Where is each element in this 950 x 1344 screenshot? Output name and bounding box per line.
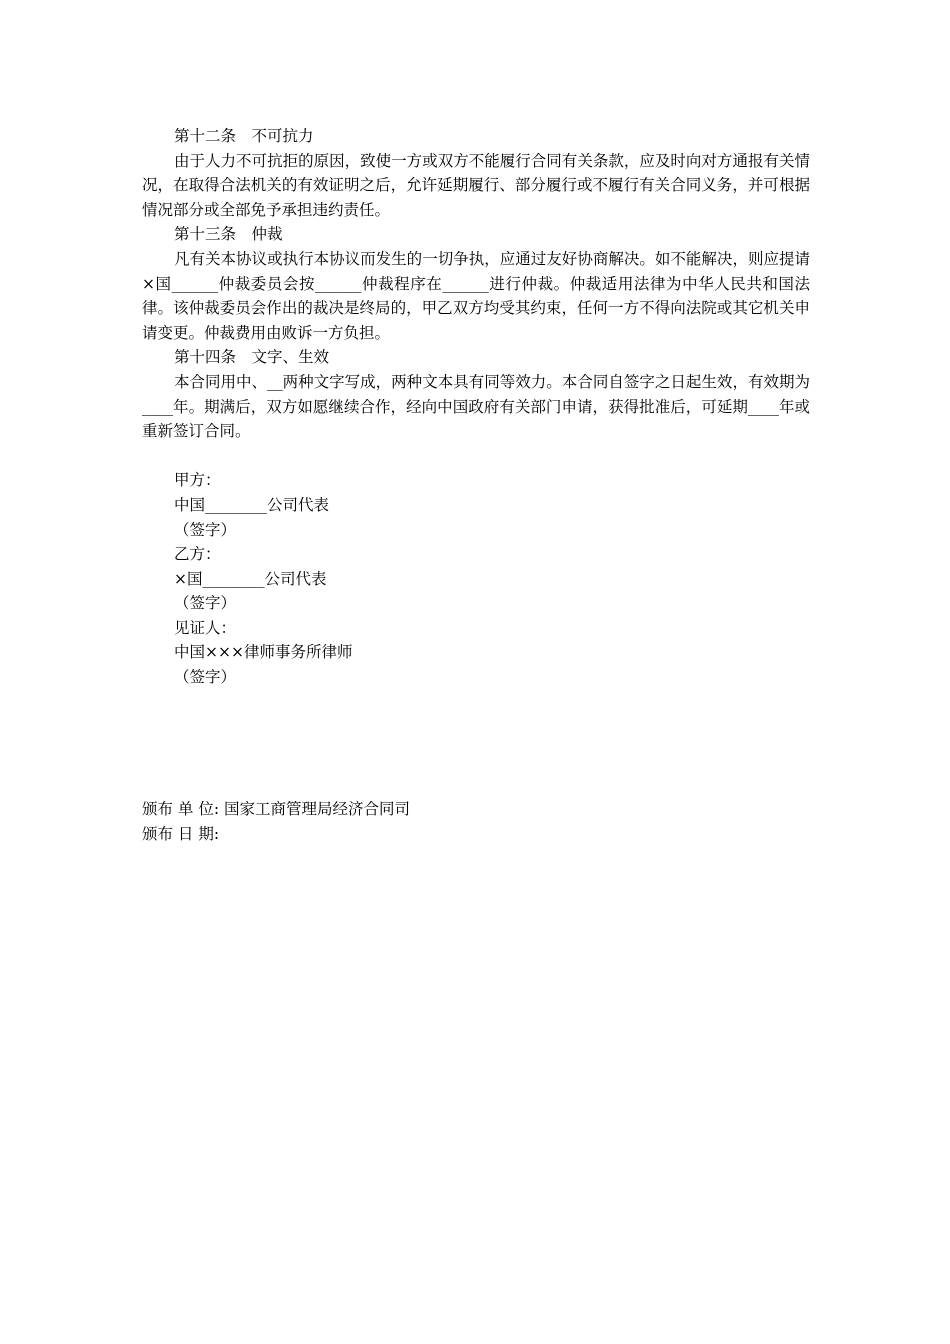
article-13-body: 凡有关本协议或执行本协议而发生的一切争执，应通过友好协商解决。如不能解决，则应提请×国______仲裁委员会按______仲裁程序在______进行仲裁。仲裁适用法律为中华人民共和国法律。该仲裁委员会作出的裁决是终局的，甲乙双方均受其约束，任何一方不得向法院或其它机关申请变更。仲裁费用由败诉一方负担。 xyxy=(142,249,810,342)
issuer-line: 颁布 单 位: 国家工商管理局经济合同司 xyxy=(142,800,411,818)
witness-representative: 中国×××律师事务所律师 xyxy=(174,643,353,662)
party-b-signature: （签字） xyxy=(174,594,237,613)
contract-page xyxy=(142,124,810,690)
article-14-heading: 第十四条 文字、生效 xyxy=(174,348,330,367)
party-b-label: 乙方： xyxy=(174,545,221,564)
article-12-heading: 第十二条 不可抗力 xyxy=(174,127,314,145)
article-12-body: 由于人力不可抗拒的原因，致使一方或双方不能履行合同有关条款，应及时向对方通报有关情况，在取得合法机关的有效证明之后，允许延期履行、部分履行或不履行有关合同义务，并可根据情况部分或全部免予承担违约责任。 xyxy=(142,151,810,219)
document-footer xyxy=(142,797,810,846)
witness-signature: （签字） xyxy=(174,668,237,687)
party-b-representative: ×国________公司代表 xyxy=(174,569,327,588)
party-a-signature: （签字） xyxy=(174,520,237,539)
witness-label: 见证人： xyxy=(174,618,237,637)
issue-date-line: 颁布 日 期: xyxy=(142,824,220,843)
signature-block xyxy=(142,468,810,689)
spacer xyxy=(142,444,810,469)
party-a-label: 甲方： xyxy=(174,471,221,490)
article-14-body: 本合同用中、__两种文字写成，两种文本具有同等效力。本合同自签字之日起生效，有效期为____年。期满后，双方如愿继续合作，经向中国政府有关部门申请，获得批准后，可延期____年或重新签订合同。 xyxy=(142,372,810,441)
article-13-heading: 第十三条 仲裁 xyxy=(174,225,283,244)
party-a-representative: 中国________公司代表 xyxy=(174,495,330,514)
